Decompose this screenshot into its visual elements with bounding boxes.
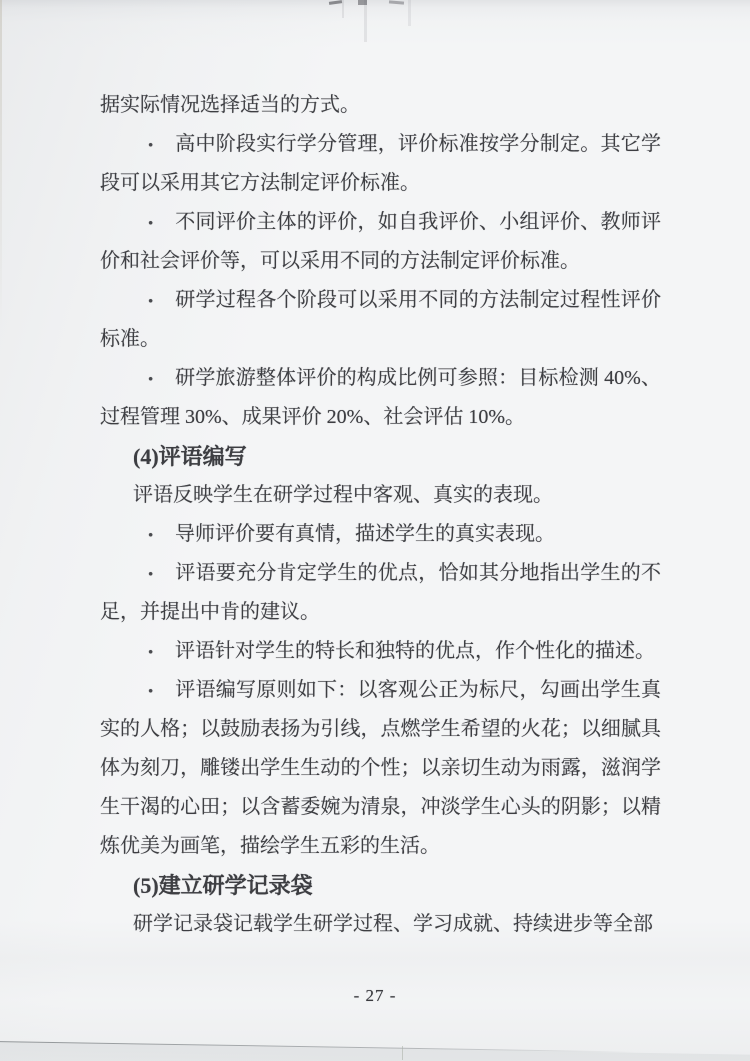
line-text: 评语反映学生在研学过程中客观、真实的表现。 — [133, 484, 553, 506]
paper-left-edge — [0, 0, 2, 330]
line-text: 导师评价要有真情，描述学生的真实表现。 — [175, 523, 555, 545]
bullet-icon: • — [148, 372, 154, 388]
line-text: 不同评价主体的评价，如自我评价、小组评价、教师评 — [175, 211, 661, 233]
line-text: 段可以采用其它方法制定评价标准。 — [100, 172, 420, 194]
line-text: 标准。 — [100, 328, 160, 350]
line-text: 炼优美为画笔，描绘学生五彩的生活。 — [100, 835, 440, 857]
scan-streak — [342, 0, 344, 18]
bullet-icon: • — [148, 684, 154, 700]
section-heading — [100, 437, 661, 476]
text-line — [100, 398, 661, 437]
text-line — [100, 86, 661, 125]
text-line — [100, 671, 661, 710]
line-text: 研学旅游整体评价的构成比例可参照：目标检测 40%、 — [175, 367, 661, 389]
scan-smudge-mark — [389, 0, 404, 4]
bullet-icon: • — [148, 294, 154, 310]
text-line — [100, 281, 661, 320]
line-text: 过程管理 30%、成果评价 20%、社会评估 10%。 — [100, 406, 525, 428]
line-text: 足，并提出中肯的建议。 — [100, 601, 320, 623]
bullet-icon: • — [148, 138, 154, 154]
line-text: 生干渴的心田；以含蓄委婉为清泉，冲淡学生心头的阴影；以精 — [100, 796, 661, 818]
page-number: - 27 - — [353, 986, 397, 1005]
line-text: 高中阶段实行学分管理，评价标准按学分制定。其它学 — [175, 133, 661, 155]
line-text: 研学过程各个阶段可以采用不同的方法制定过程性评价 — [175, 289, 661, 311]
line-text: 评语针对学生的特长和独特的优点，作个性化的描述。 — [175, 640, 655, 662]
section-heading — [100, 866, 661, 905]
text-line — [100, 827, 661, 866]
text-line — [100, 515, 661, 554]
text-line — [100, 788, 661, 827]
line-text: (4)评语编写 — [133, 444, 247, 469]
scan-hairline — [402, 1046, 403, 1060]
text-line — [100, 242, 661, 281]
bullet-icon: • — [148, 216, 154, 232]
text-line — [100, 320, 661, 359]
bullet-icon: • — [148, 528, 154, 544]
text-line — [100, 125, 661, 164]
line-text: (5)建立研学记录袋 — [133, 873, 313, 898]
text-line — [100, 632, 661, 671]
line-text: 评语要充分肯定学生的优点，恰如其分地指出学生的不 — [175, 562, 661, 584]
text-line — [100, 554, 661, 593]
line-text: 据实际情况选择适当的方式。 — [100, 94, 360, 116]
text-line — [100, 203, 661, 242]
text-line — [100, 905, 661, 944]
scan-streak — [408, 0, 411, 26]
line-text: 评语编写原则如下：以客观公正为标尺，勾画出学生真 — [175, 679, 661, 701]
line-text: 实的人格；以鼓励表扬为引线，点燃学生希望的火花；以细腻具 — [100, 718, 661, 740]
text-line — [100, 749, 661, 788]
line-text: 价和社会评价等，可以采用不同的方法制定评价标准。 — [100, 250, 580, 272]
line-text: 研学记录袋记载学生研学过程、学习成就、持续进步等全部 — [133, 913, 653, 935]
line-text: 体为刻刀，雕镂出学生生动的个性；以亲切生动为雨露，滋润学 — [100, 757, 661, 779]
bullet-icon: • — [148, 645, 154, 661]
text-line — [100, 476, 661, 515]
text-line — [100, 164, 661, 203]
bullet-icon: • — [148, 567, 154, 583]
text-line — [100, 359, 661, 398]
text-line — [100, 710, 661, 749]
scan-smudge-mark — [329, 0, 342, 5]
scan-streak — [364, 0, 367, 42]
text-line — [100, 593, 661, 632]
